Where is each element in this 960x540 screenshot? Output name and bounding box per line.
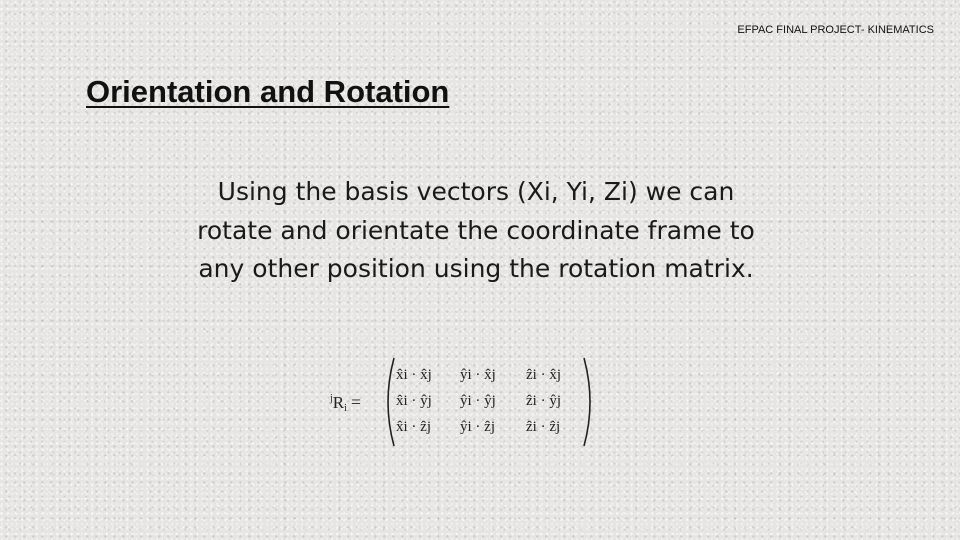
matrix-cell: ŷi · ŷj: [460, 392, 496, 409]
lhs-superscript: j: [330, 393, 333, 404]
equals-sign: =: [350, 392, 362, 412]
right-parenthesis-icon: [582, 356, 598, 448]
matrix-lhs: [330, 392, 361, 414]
matrix-cell: ẑi · x̂j: [526, 366, 561, 383]
matrix-cell: ẑi · ẑj: [526, 418, 561, 435]
matrix-row: [396, 414, 582, 440]
matrix-cell: ŷi · x̂j: [460, 366, 496, 383]
matrix-cell: x̂i · x̂j: [396, 366, 432, 383]
matrix-row: [396, 362, 582, 388]
matrix-cell: ẑi · ŷj: [526, 392, 561, 409]
left-parenthesis-icon: [380, 356, 396, 448]
matrix-cell: ŷi · ẑj: [460, 418, 495, 435]
body-paragraph: Using the basis vectors (Xi, Yi, Zi) we can rotate and orientate the coordinate frame to any other position using the rotation matrix.: [197, 177, 755, 283]
matrix-cell: x̂i · ẑj: [396, 418, 431, 435]
project-header-label: EFPAC FINAL PROJECT- KINEMATICS: [737, 24, 934, 36]
matrix-row: [396, 388, 582, 414]
rotation-matrix-equation: [324, 356, 604, 452]
slide-title: Orientation and Rotation: [86, 74, 450, 109]
lhs-symbol: R: [332, 393, 345, 412]
matrix-cells: [396, 362, 582, 440]
lhs-subscript: i: [344, 403, 347, 414]
matrix-cell: x̂i · ŷj: [396, 392, 432, 409]
